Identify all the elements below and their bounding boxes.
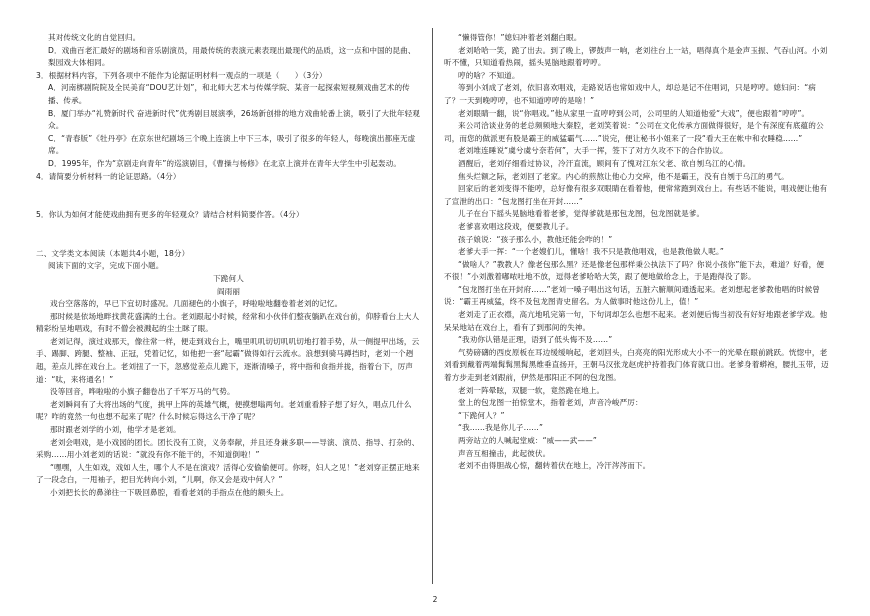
paragraph: 没等回音，哗啦啦的小旗子翻卷出了千军万马的气势。 <box>50 387 235 397</box>
paragraph: 老刘会唱戏，是小戏园的团长。团长没有工资，义务奉献，并且还身兼多职——导演、演员、指导、打杂的、采购……用小刘老刘的话说：“就没有你不能干的，不知道倒啦！” <box>36 437 420 460</box>
paragraph: 那时跟老刘学的小刘，他学才是老刘。 <box>50 425 181 435</box>
column-divider <box>432 28 433 584</box>
paragraph: 声音互相撞击，此起彼伏。 <box>458 448 551 458</box>
story-title: 下跪何人 <box>213 273 244 283</box>
paragraph: 焦头烂额之际，老刘回了老家。内心的煎熬让他心力交瘁，他不是霸王，没有自刎于乌江的勇气。 <box>458 171 789 181</box>
paragraph: 气势磅礴的西皮原板在耳边缓缓响起，老刘回头，白亮亮的阳光形成大小不一的光晕在眼前跳跃。恍惚中，老刘看到戴着两端髯髯黑髯黑维垂直扬开，王朝马汉张龙赵虎护持着我门体育就口出。老爹身着蟒袍，腰扎玉带，迈着方步走到老刘跟前，伊然是那阳正不阿的包龙图。 <box>444 347 829 383</box>
paragraph: 老刘一阵晕眩，双腿一软，竟然跪在地上。 <box>458 385 605 395</box>
text-line: 其对传统文化的自觉回归。 <box>48 33 141 42</box>
paragraph: 老刘不由得胆战心惊，翻转着伏在地上，冷汗涔涔而下。 <box>458 461 651 471</box>
paragraph: 老刘眼睛一翻，说“你唱戏。”他从家里一直哼哼到公司，公司里的人知道他爱“大戏”，便也跟着“哼哼”。 <box>458 108 810 118</box>
story-author: 阎雨丽 <box>216 286 241 296</box>
option-d: D．1995年，作为“京剧走向青年”的巡演剧目，《曹操与杨修》在北京上演并在青年大学生中引起轰动。 <box>48 158 402 168</box>
question-5: 5．你认为如何才能使戏曲拥有更多的年轻观众？请结合材料简要作答。（4分） <box>36 210 304 220</box>
option-b: B．厦门举办“礼赞新时代 奋进新时代”优秀剧目展演季，26场新创排的地方戏曲轮番上演，吸引了大批年轻观众。 <box>48 108 420 131</box>
paragraph: “嘿嘿，人生如戏，戏如人生，哪个人不是在演戏？活得心安偷偷便可。你呀，妇人之见！”老刘穿正摆正地来了一段念白，一甩袖子，把目光转向小刘，“儿啊，你又会是戏中何人？” <box>36 462 420 485</box>
paragraph: 孩子娘说：“孩子那么小，教他还能会咋的！” <box>458 234 613 244</box>
paragraph: 老刘记得，演过戏那天，像往常一样，便走到戏台上，嘴里叽叽切切叽叽切地打着手势，从一侧提甲出场，云手、踢脚、跨腿、整袖、正冠，凭着记忆，如他把一套“起霸”做得如行云流水。浪想到骑马蹲挡时，老刘一个趔趄，差点儿摔在戏台上。老刘扭了一下，忽感觉差点儿跪下，逐渐清嗓子，将中指和食指并拢，指着台下，厉声道：“呔，来将通名！” <box>36 336 420 384</box>
option-c: C．“青春版”《牡丹亭》在京东世纪剧场三个晚上连演上中下三本，吸引了很多的年轻人，每晚演出都座无虚席。 <box>48 133 416 156</box>
paragraph: 回家后的老刘变得不能哼，总好像有很多双眼睛在看着他，便常常跑到戏台上。有些话不能说，唱戏便让他有了宣泄的出口：“包龙图打坐在开封……” <box>444 184 828 206</box>
paragraph: 堂上的包龙图一拍惊堂木，指着老刘，声音冷峻严厉： <box>458 398 643 408</box>
paragraph: “我……我是你儿子……” <box>458 423 544 433</box>
paragraph: 戏台空落落的，早已下宜切时盛况。几面褪色的小旗子，呼啦啦地翻卷着老刘的记忆。 <box>50 299 343 309</box>
paragraph: 酒醒后，老刘仔细看过协议，冷汗直流，顾间有了愧对江东父老、欲自刎乌江的心情。 <box>458 158 751 168</box>
page-number: 2 <box>432 595 438 604</box>
paragraph: 哼的啥？不知道。 <box>458 70 520 80</box>
paragraph: 老爹大手一挥：“一个老嫂们儿，懂啥！我不只是教他唱戏，也是教他做人呢。” <box>458 247 724 257</box>
option-d-prev: D．戏曲百老汇最好的剧场和音乐剧演员，用最传统的表演元素表现出最现代的品质，这一点和中国的昆曲、梨园戏大体相同。 <box>48 45 416 68</box>
paragraph: 等到小刘成了老刘，依旧喜欢唱戏，走路说话也常如戏中人，却总是记不住唱词，只是哼哼。媳妇问：“病了？一天到晚哼哼，也不知道哼哼的是啥！” <box>444 83 816 105</box>
paragraph: “我劝你认错是正理，语到了低头悔不及……” <box>458 335 613 345</box>
paragraph: 那时候是依场地畔找黄花盛满的土台。老刘跟起小时候，经常和小伙伴们整夜躺趴在戏台前，仰脖看台上大人精彩纷呈地唱戏，有时不僧会被溅起的尘土眯了眼。 <box>36 311 420 334</box>
left-column <box>36 32 421 500</box>
paragraph: 老刘哈哈一笑，跪了出去。到了晚上，锣鼓声一响，老刘往台上一站，唱得真个是金声玉振、气吞山河。小刘听不懂，只知道看热闹，摇头晃脑地跟着哼哼。 <box>444 45 828 68</box>
paragraph: 老刘瞬间有了大将出场的气度，挑甲上阵的英雄气概，便摸想嗡两句。老刘重看脖子想了好久，唱点几什么呢？咋的竟然一句也想不起来了呢？什么时候忘得这么干净了呢？ <box>36 399 412 422</box>
section-2-instructions: 阅读下面的文字，完成下面小题。 <box>48 261 164 271</box>
paragraph: 来公司洽谈业务的老总频频地大秦腔，老刘笑着说：“公司在文化传承方面做得很好，是个有深度有底蕴的公司，而您的做派更有股是霸王的威猛霸气……”说完，便让秘书小姐来了一段“看大王在帐中和衣睡稳……” <box>444 121 824 143</box>
paragraph: 小刘把长长的鼻涕往一下吸回鼻腔，看看老刘的手指点在他的额头上。 <box>50 488 289 497</box>
paragraph: “做啥人？”教教人？像老包那么黑？还是像老包那样秉公执法下了吗？你说小孩你”能下去，难道？好看，便不很！”小刘激着嘟哝吐地不放，逗得老爹哈哈大笑，跟了便地做给念上，于是跑得没了影。 <box>444 259 825 282</box>
paragraph: “懒得管你！”媳妇冲着老刘翻白眼。 <box>458 33 582 42</box>
question-4: 4．请简要分析材料一的论证思路。（4分） <box>36 171 181 181</box>
paragraph: 儿子在台下摇头晃脑地看着老爹，觉得爹就是那包龙图，包龙图就是爹。 <box>458 209 705 219</box>
paragraph: “包龙图打坐在开封府……”老刘一嗓子唱出这句话，五脏六腑顺间通透起来。老刘想起老爹教他唱的时候曾说：“霸王再威猛，终不及包龙图青史留名。为人做事时他这份儿上，值！” <box>444 284 820 307</box>
option-a: A．河南梆剧院院及全民美育“DOU艺计划”，和北师大艺术与传媒学院、某音一起探索短视频戏曲艺术的传播、传承。 <box>48 83 410 105</box>
question-3: 3．根据材料内容，下列各项中不能作为论据证明材料一观点的一项是（ ）（3分） <box>36 70 327 80</box>
paragraph: 老刘堆连睡说“虞兮虞兮奈若何”，大手一挥，签下了对方久攻不下的合作协议。 <box>458 146 728 156</box>
paragraph: 老刘走了正衣襟，高亢地吼完第一句，下句词却怎么也想不起来。老刘便后悔当初没有好好地跟老爹学戏。他呆呆地站在戏台上，看有了到那间的失神。 <box>444 310 828 332</box>
section-2-heading: 二、文学类文本阅读（本题共4小题，18分） <box>36 248 190 258</box>
paragraph: 老爹喜欢唱这段戏，便要教儿子。 <box>458 221 574 231</box>
paragraph: 两旁站立的人喊起堂威：“威——武——” <box>458 436 597 445</box>
paragraph: “下跪何人？” <box>458 410 505 420</box>
right-column <box>444 32 829 473</box>
